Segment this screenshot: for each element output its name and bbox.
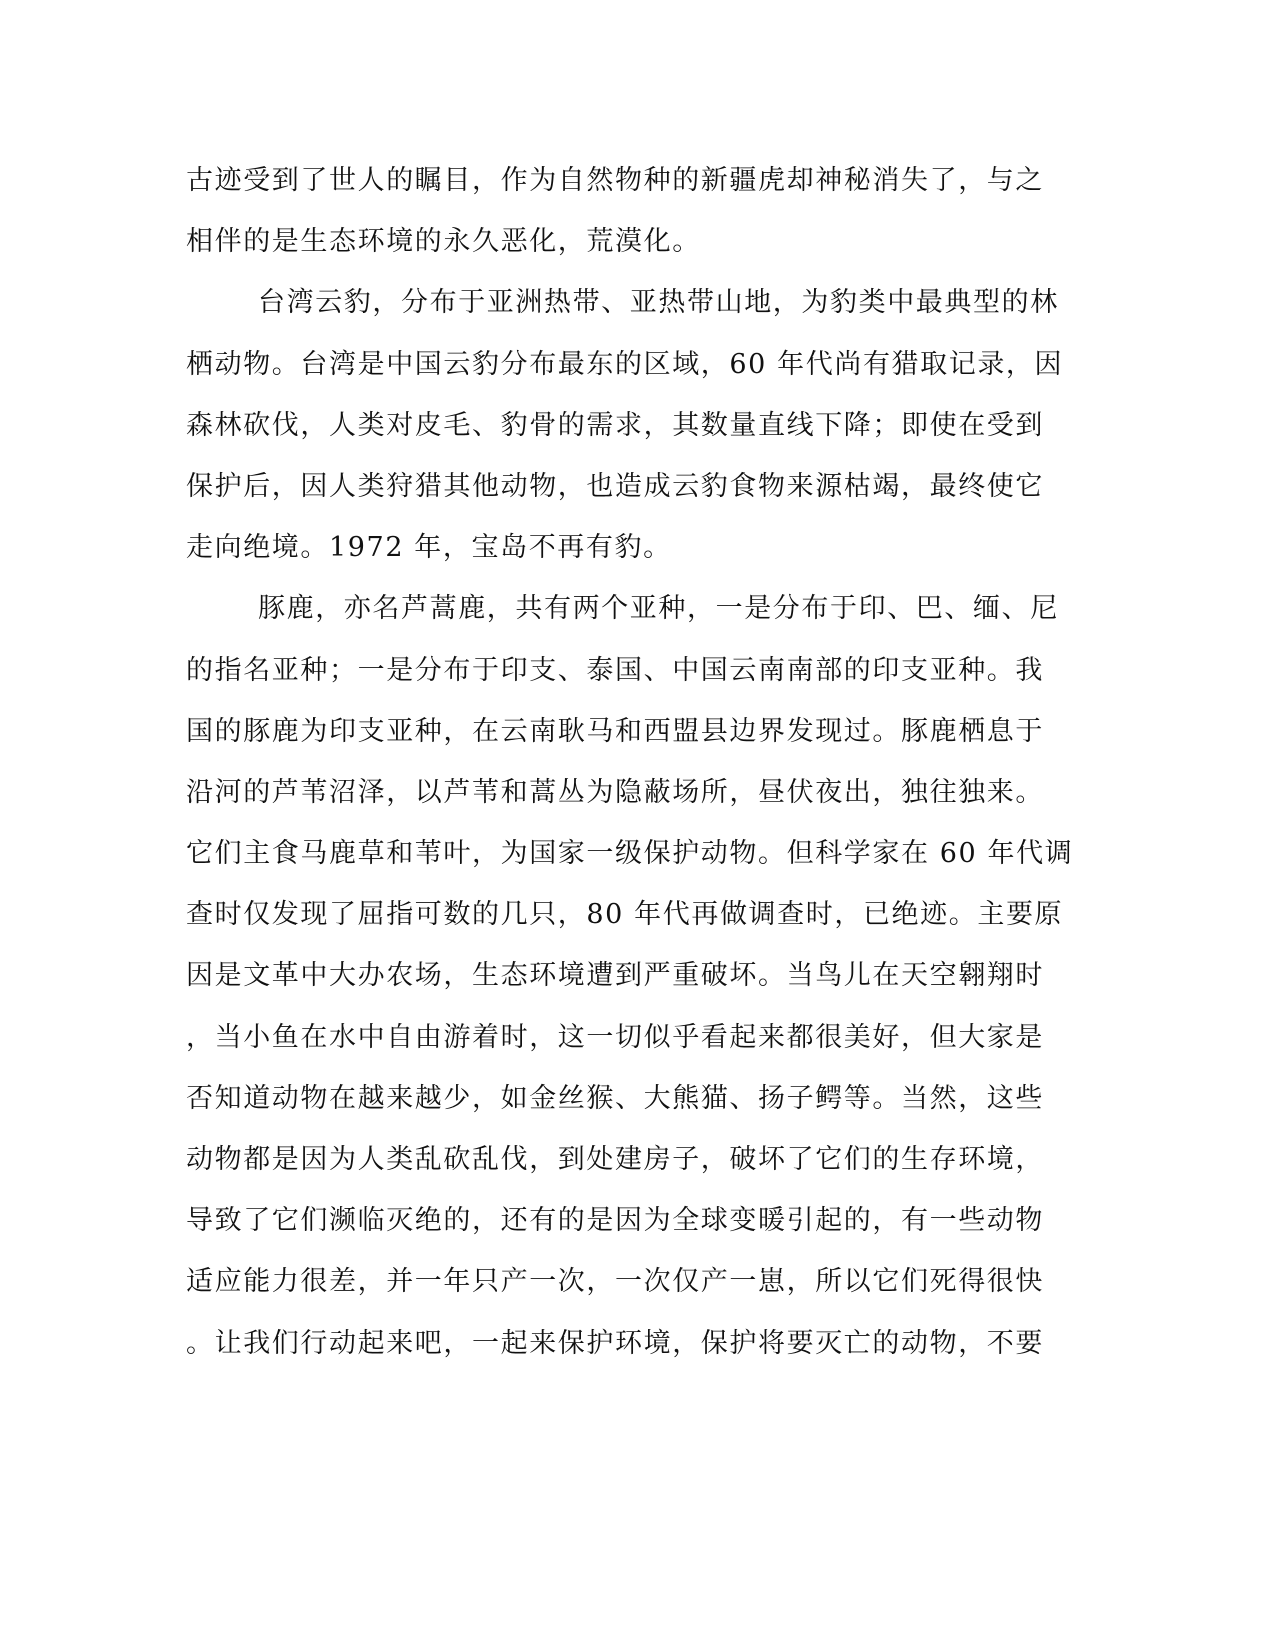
text-line: 走向绝境。1972 年，宝岛不再有豹。 xyxy=(186,532,672,564)
text-line: 国的豚鹿为印支亚种，在云南耿马和西盟县边界发现过。豚鹿栖息于 xyxy=(186,715,1044,747)
text-line: 因是文革中大办农场，生态环境遭到严重破坏。当鸟儿在天空翱翔时 xyxy=(186,960,1044,992)
text-line: 相伴的是生态环境的永久恶化，荒漠化。 xyxy=(186,226,701,258)
text-line: 。让我们行动起来吧，一起来保护环境，保护将要灭亡的动物，不要 xyxy=(186,1327,1044,1359)
text-line: 栖动物。台湾是中国云豹分布最东的区域，60 年代尚有猎取记录，因 xyxy=(186,348,1064,380)
paragraph-first-line: 台湾云豹，分布于亚洲热带、亚热带山地，为豹类中最典型的林 xyxy=(258,287,1059,319)
text-line: 导致了它们濒临灭绝的，还有的是因为全球变暖引起的，有一些动物 xyxy=(186,1205,1044,1237)
text-line: 动物都是因为人类乱砍乱伐，到处建房子，破坏了它们的生存环境， xyxy=(186,1144,1044,1175)
text-line: 森林砍伐，人类对皮毛、豹骨的需求，其数量直线下降；即使在受到 xyxy=(186,409,1044,441)
body-text xyxy=(186,162,1074,1386)
text-line: 沿河的芦苇沼泽，以芦苇和蒿丛为隐蔽场所，昼伏夜出，独往独来。 xyxy=(186,776,1044,808)
text-line: 它们主食马鹿草和苇叶，为国家一级保护动物。但科学家在 60 年代调 xyxy=(186,838,1074,870)
text-line: 查时仅发现了屈指可数的几只，80 年代再做调查时，已绝迹。主要原 xyxy=(186,899,1064,931)
text-line: 古迹受到了世人的瞩目，作为自然物种的新疆虎却神秘消失了，与之 xyxy=(186,165,1044,196)
text-line: 适应能力很差，并一年只产一次，一次仅产一崽，所以它们死得很快 xyxy=(186,1266,1044,1298)
text-line: 否知道动物在越来越少，如金丝猴、大熊猫、扬子鳄等。当然，这些 xyxy=(186,1082,1044,1114)
paragraph-first-line: 豚鹿，亦名芦蒿鹿，共有两个亚种，一是分布于印、巴、缅、尼 xyxy=(258,593,1059,625)
text-line: 的指名亚种；一是分布于印支、泰国、中国云南南部的印支亚种。我 xyxy=(186,654,1044,686)
text-line: ，当小鱼在水中自由游着时，这一切似乎看起来都很美好，但大家是 xyxy=(186,1021,1044,1053)
text-line: 保护后，因人类狩猎其他动物，也造成云豹食物来源枯竭，最终使它 xyxy=(186,470,1044,502)
